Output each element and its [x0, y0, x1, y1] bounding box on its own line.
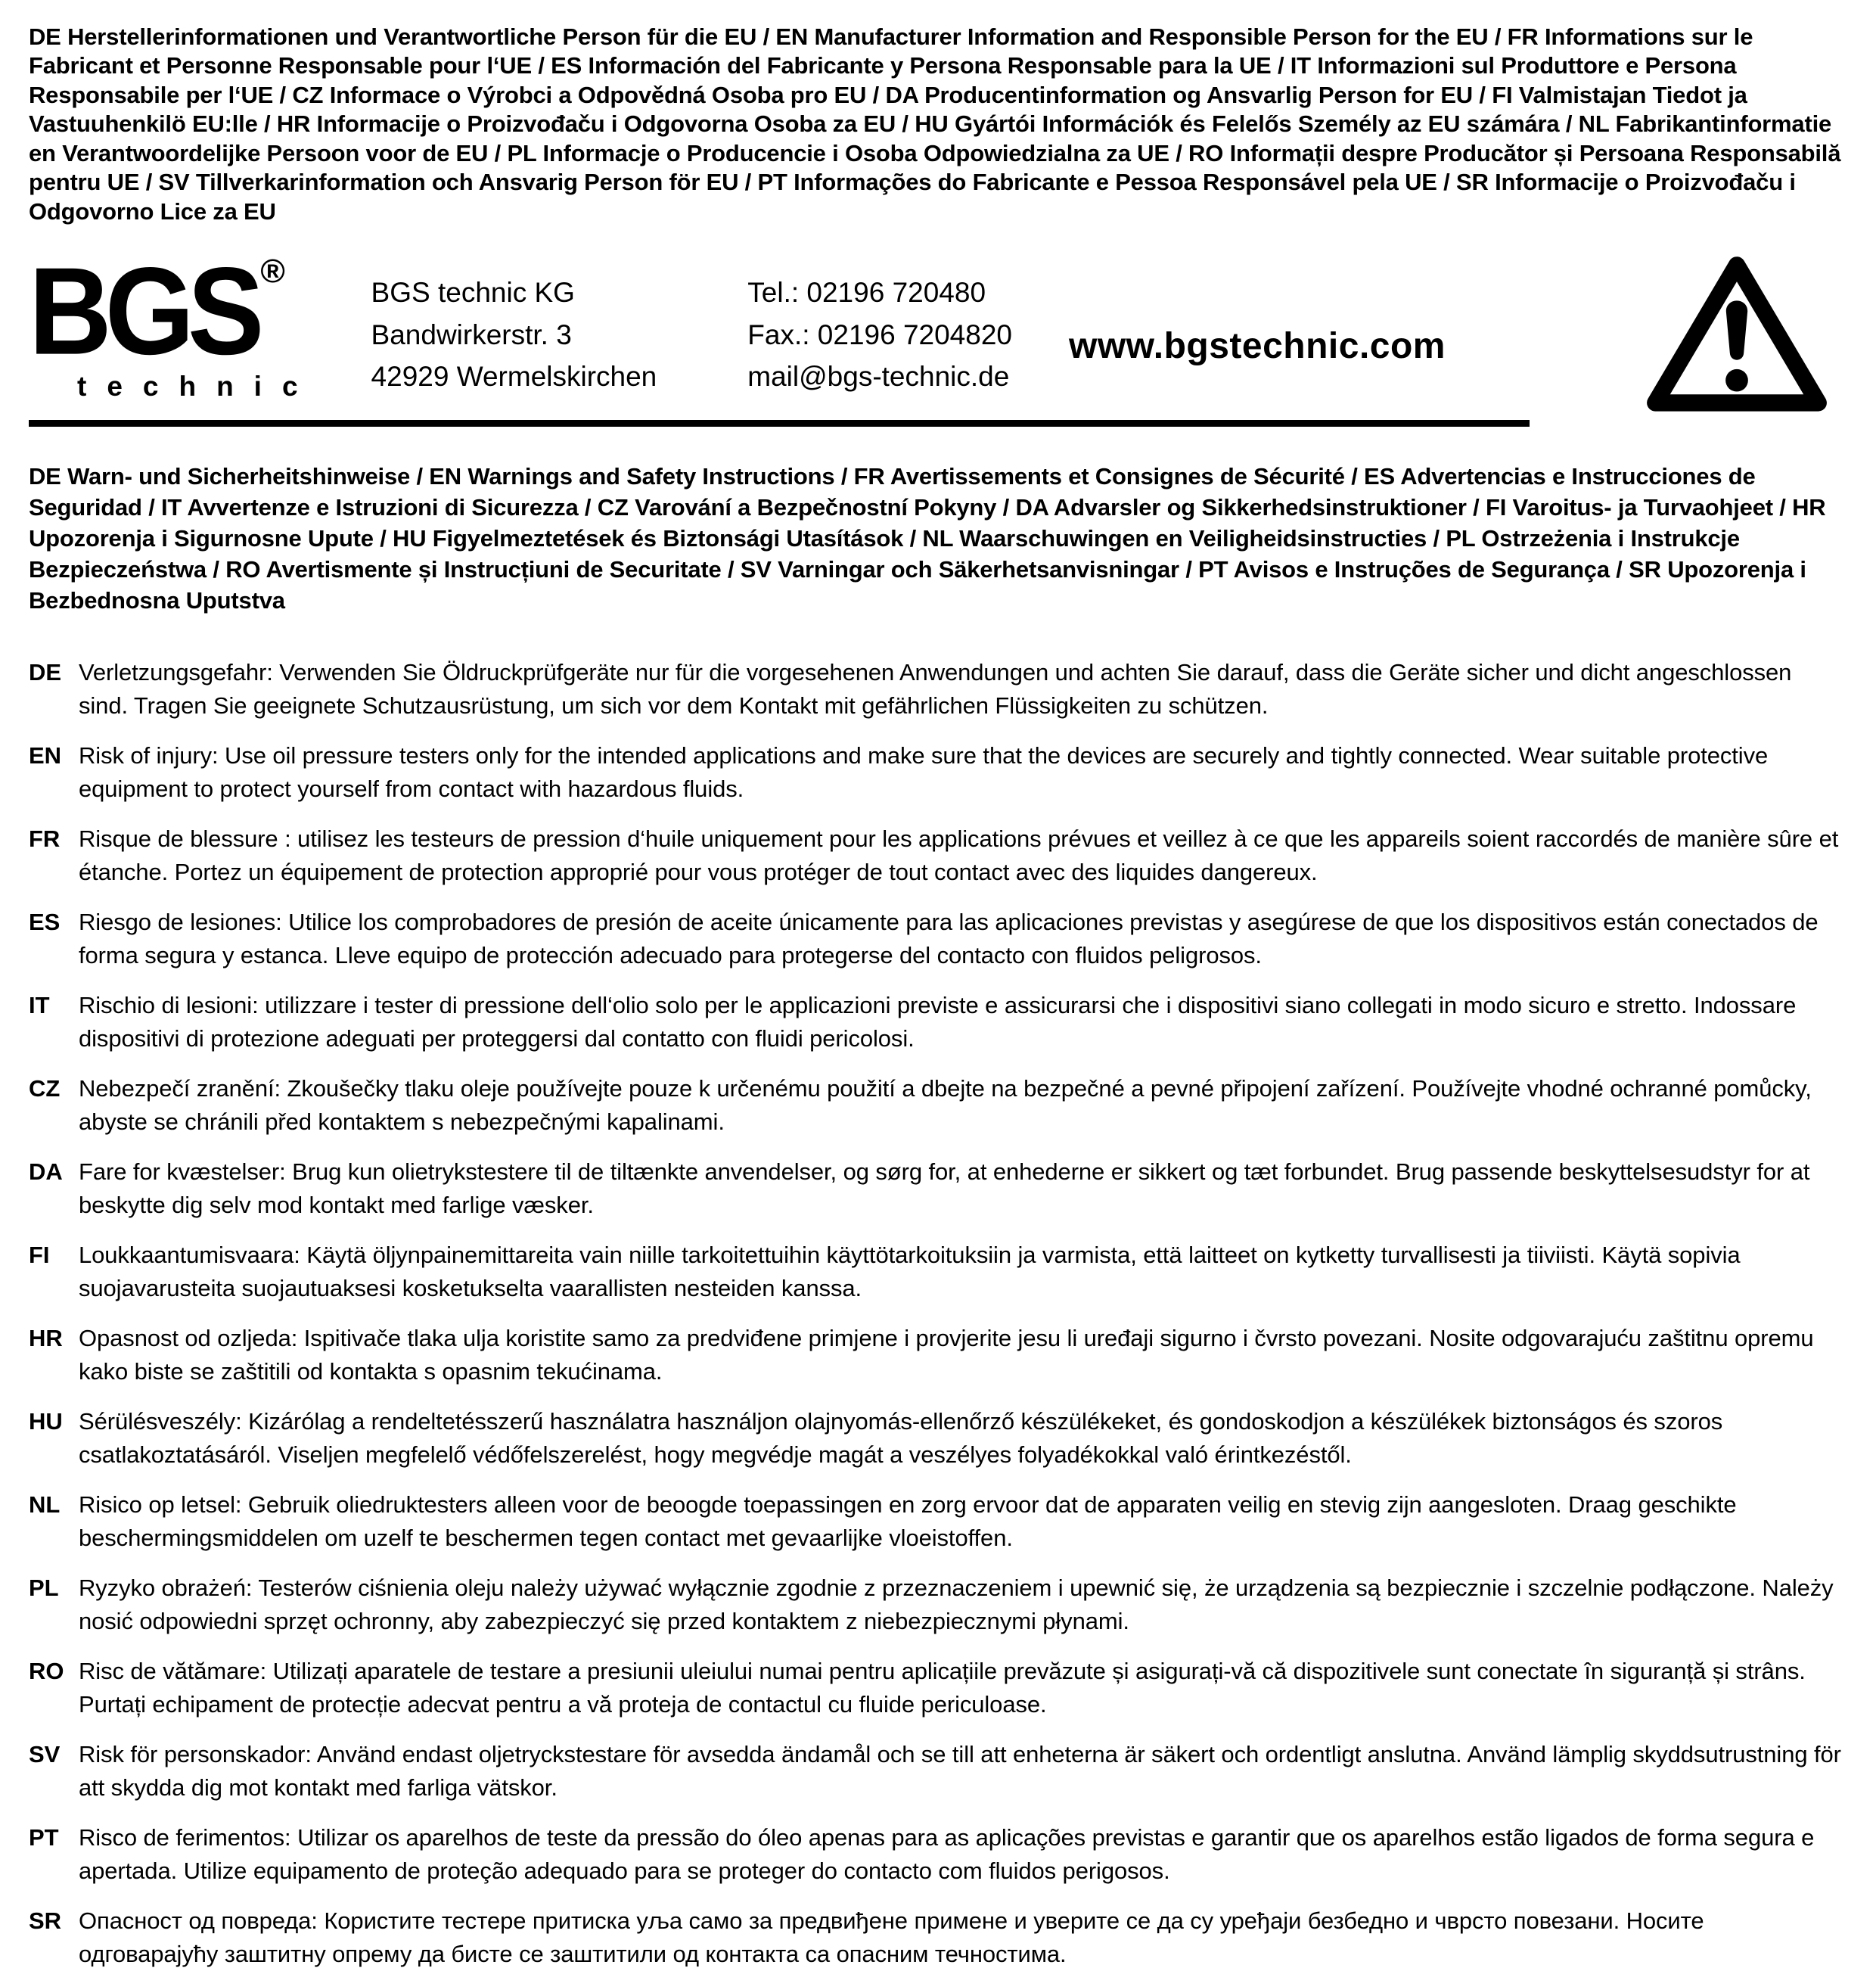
bgs-logo-subtext: technic [77, 370, 318, 402]
warning-item-sv [29, 1738, 1844, 1805]
warning-text: Fare for kvæstelser: Brug kun olietrykstestere til de tiltænkte anvendelser, og sørg for, at enhederne er sikkert og tæt forbundet. Brug passende beskyttelsesudstyr for at beskytte dig selv mod kontakt med farlige væsker. [79, 1158, 1810, 1218]
language-code: FI [29, 1241, 50, 1268]
bgs-logo-text: BGS [29, 241, 258, 381]
company-contact [747, 272, 1012, 398]
warning-item-da [29, 1155, 1844, 1222]
warning-text: Risque de blessure : utilisez les testeurs de pression d‘huile uniquement pour les applications prévues et veillez à ce que les appareils soient raccordés de manière sûre et étanche. Portez un équipement de protection approprié pour vous protéger de tout contact avec des liquides dangereux. [79, 825, 1839, 885]
warning-text: Опасност од повреда: Користите тестере притиска уља само за предвиђене примене и уверите се да су уређаји безбедно и чврсто повезани. Носите одговарајућу заштитну опрему да бисте се заштитили од контакта са опасним течностима. [79, 1907, 1704, 1968]
warning-text: Loukkaantumisvaara: Käytä öljynpainemittareita vain niille tarkoitettuihin käyttötarkoituksiin ja varmista, että laitteet on kytketty turvallisesti ja tiiviisti. Käytä sopivia suojavarusteita suojautuaksesi kosketukselta vaarallisten nesteiden kanssa. [79, 1241, 1741, 1301]
warning-text: Risico op letsel: Gebruik oliedruktesters alleen voor de beoogde toepassingen en zorg ervoor dat de apparaten veilig en stevig zijn aangesloten. Draag geschikte beschermingsmiddelen om uzelf te beschermen tegen contact met gevaarlijke vloeistoffen. [79, 1491, 1737, 1551]
warning-text: Riesgo de lesiones: Utilice los comprobadores de presión de aceite únicamente para las aplicaciones previstas y asegúrese de que los dispositivos están conectados de forma segura y estanca. Lleve equipo de protección adecuado para protegerse del contacto con fluidos peligrosos. [79, 908, 1819, 968]
website-url: www.bgstechnic.com [1069, 325, 1446, 366]
language-code: PL [29, 1574, 59, 1601]
language-code: IT [29, 991, 50, 1018]
fax-number: Fax.: 02196 7204820 [747, 319, 1012, 350]
warning-text: Risk för personskador: Använd endast oljetryckstestare för avsedda ändamål och se till att enheterna är säkert och ordentligt anslutna. Använd lämplig skyddsutrustning för att skydda dig mot kontakt med farliga vätskor. [79, 1741, 1841, 1802]
language-code: HR [29, 1324, 63, 1351]
warning-item-es [29, 906, 1844, 972]
warning-item-pl [29, 1572, 1844, 1638]
warning-item-nl [29, 1488, 1844, 1555]
brand-row [29, 241, 1847, 406]
warning-item-en [29, 739, 1844, 806]
language-code: DE [29, 658, 62, 685]
bgs-logo [29, 241, 318, 402]
language-code: SR [29, 1907, 62, 1935]
warning-text: Opasnost od ozljeda: Ispitivače tlaka ulja koristite samo za predviđene primjene i provjerite jesu li uređaji sigurno i čvrsto povezani. Nosite odgovarajuću zaštitnu opremu kako biste se zaštitili od kontakta s opasnim tekućinama. [79, 1324, 1814, 1385]
manufacturer-info-heading: DE Herstellerinformationen und Verantwortliche Person für die EU / EN Manufacturer Information and Responsible Person for the EU / FR Informations sur le Fabricant et Personne Responsable pour l‘UE / ES Información del Fabricante y Persona Responsable para la UE / IT Informazioni sul Produttore e Persona Responsabile per l‘UE / CZ Informace o Výrobci a Odpovědná Osoba pro EU / DA Producentinformation og Ansvarlig Person for EU / FI Valmistajan Tiedot ja Vastuuhenkilö EU:lle / HR Informacije o Proizvođaču i Odgovorna Osoba za EU / HU Gyártói Információk és Felelős Személy az EU számára / NL Fabrikantinformatie en Verantwoordelijke Persoon voor de EU / PL Informacje o Producencie i Osoba Odpowiedzialna za UE / RO Informații despre Producător și Persoana Responsabilă pentru UE / SV Tillverkarinformation och Ansvarig Person för EU / PT Informações do Fabricante e Pessoa Responsável pela UE / SR Informacije o Proizvođaču i Odgovorno Lice za EU [29, 23, 1841, 225]
warning-item-sr [29, 1904, 1844, 1971]
bgs-logo-top [29, 241, 318, 381]
warning-item-it [29, 989, 1844, 1055]
warning-text: Risk of injury: Use oil pressure testers only for the intended applications and make sure that the devices are securely and tightly connected. Wear suitable protective equipment to protect yourself from contact with hazardous fluids. [79, 741, 1769, 802]
warning-item-de [29, 656, 1844, 723]
company-name: BGS technic KG [371, 277, 575, 309]
language-code: DA [29, 1158, 63, 1185]
language-code: EN [29, 741, 62, 769]
warning-item-cz [29, 1072, 1844, 1139]
warning-item-pt [29, 1821, 1844, 1888]
warnings-heading: DE Warn- und Sicherheitshinweise / EN Warnings and Safety Instructions / FR Avertissements et Consignes de Sécurité / ES Advertencias e Instrucciones de Seguridad / IT Avvertenze e Istruzioni di Sicurezza / CZ Varování a Bezpečnostní Pokyny / DA Advarsler og Sikkerhedsinstruktioner / FI Varoitus- ja Turvaohjeet / HR Upozorenja i Sigurnosne Upute / HU Figyelmeztetések és Biztonsági Utasítások / NL Waarschuwingen en Veiligheidsinstructies / PL Ostrzeżenia i Instrukcje Bezpieczeństwa / RO Avertismente și Instrucțiuni de Securitate / SV Varningar och Säkerhetsanvisningar / PT Avisos e Instruções de Segurança / SR Upozorenja i Bezbednosna Uputstva [29, 463, 1826, 614]
brand-section [29, 241, 1847, 427]
language-code: SV [29, 1741, 61, 1767]
warnings-list [29, 656, 1847, 1971]
language-code: RO [29, 1657, 64, 1684]
warning-text: Verletzungsgefahr: Verwenden Sie Öldruckprüfgeräte nur für die vorgesehenen Anwendungen und achten Sie darauf, dass die Geräte sicher und dicht angeschlossen sind. Tragen Sie geeignete Schutzausrüstung, um sich vor dem Kontakt mit gefährlichen Flüssigkeiten zu schützen. [79, 658, 1792, 719]
warning-text: Ryzyko obrażeń: Testerów ciśnienia oleju należy używać wyłącznie zgodnie z przeznaczeniem i upewnić się, że urządzenia są bezpiecznie i szczelnie podłączone. Należy nosić odpowiedni sprzęt ochronny, aby zabezpieczyć się przed kontaktem z niebezpiecznymi płynami. [79, 1574, 1834, 1634]
language-code: PT [29, 1824, 59, 1851]
warning-item-hu [29, 1405, 1844, 1472]
language-code: FR [29, 825, 61, 852]
warning-item-ro [29, 1655, 1844, 1721]
company-street: Bandwirkerstr. 3 [371, 319, 572, 350]
warning-text: Rischio di lesioni: utilizzare i tester di pressione dell‘olio solo per le applicazioni previste e assicurarsi che i dispositivi siano collegati in modo sicuro e stretto. Indossare dispositivi di protezione adeguati per proteggersi dal contatto con fluidi pericolosi. [79, 991, 1797, 1052]
language-code: HU [29, 1407, 63, 1435]
company-city: 42929 Wermelskirchen [371, 361, 657, 393]
warning-triangle-icon [1643, 252, 1831, 417]
warning-item-fi [29, 1239, 1844, 1305]
language-code: NL [29, 1491, 61, 1518]
registered-trademark-icon: ® [260, 253, 285, 291]
warning-item-fr [29, 822, 1844, 889]
warning-text: Risco de ferimentos: Utilizar os aparelhos de teste da pressão do óleo apenas para as aplicações previstas e garantir que os aparelhos estão ligados de forma segura e apertada. Utilize equipamento de proteção adequado para se proteger do contacto com fluidos perigosos. [79, 1824, 1815, 1885]
warning-text: Sérülésveszély: Kizárólag a rendeltetésszerű használatra használjon olajnyomás-ellenőrző készülékeket, és gondoskodjon a készülékek biztonságos és szoros csatlakoztatásáról. Viseljen megfelelő védőfelszerelést, hogy megvédje magát a veszélyes folyadékokkal való érintkezéstől. [79, 1407, 1723, 1468]
language-code: CZ [29, 1074, 61, 1102]
language-code: ES [29, 908, 61, 935]
warning-item-hr [29, 1322, 1844, 1388]
section-divider [29, 420, 1530, 427]
warning-text: Risc de vătămare: Utilizați aparatele de testare a presiunii uleiului numai pentru aplicațiile prevăzute și asigurați-vă că dispozitivele sunt conectate în siguranță și strâns. Purtați echipament de protecție adecvat pentru a vă proteja de contactul cu fluide periculoase. [79, 1657, 1806, 1718]
phone-number: Tel.: 02196 720480 [747, 277, 986, 309]
email-address: mail@bgs-technic.de [747, 361, 1010, 393]
company-address [371, 272, 657, 398]
warning-text: Nebezpečí zranění: Zkoušečky tlaku oleje používejte pouze k určenému použití a dbejte na bezpečné a pevné připojení zařízení. Používejte vhodné ochranné pomůcky, abyste se chránili před kontaktem s nebezpečnými kapalinami. [79, 1074, 1812, 1135]
